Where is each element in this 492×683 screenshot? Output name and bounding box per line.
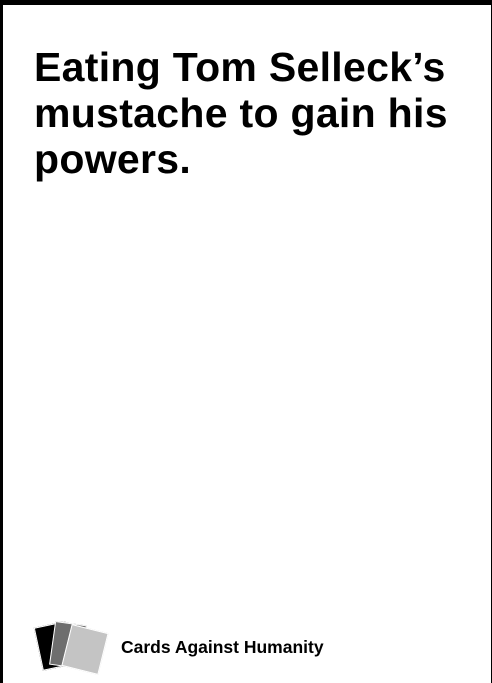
card-footer [34,618,324,674]
brand-name: Cards Against Humanity [121,636,324,657]
card-text: Eating Tom Selleck’s mustache to gain his powers. [34,44,448,182]
stacked-cards-icon [34,618,116,674]
